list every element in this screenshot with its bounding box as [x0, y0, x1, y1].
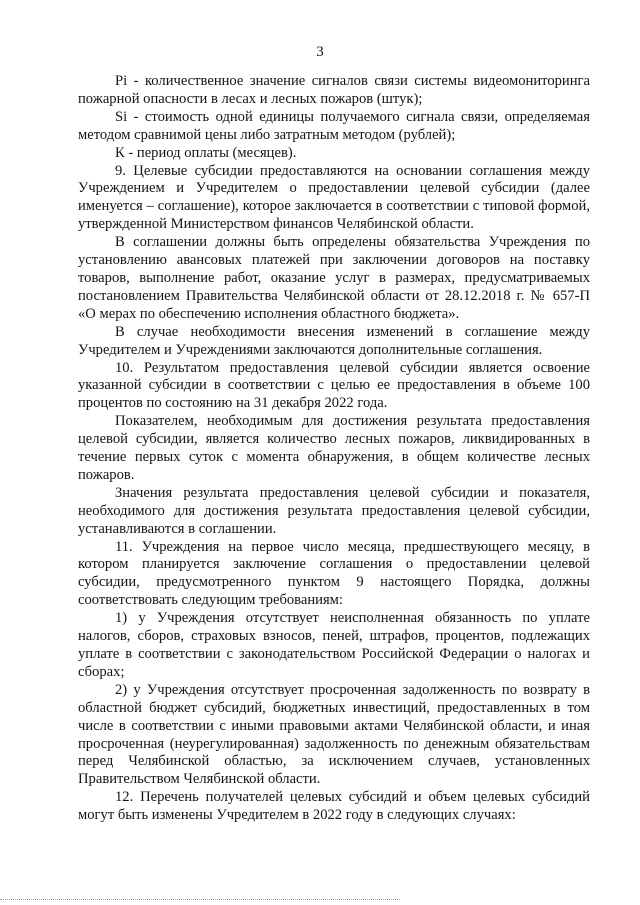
document-body	[78, 73, 590, 825]
paragraph-additional-agreements: В случае необходимости внесения изменений в соглашение между Учредителем и Учреждениями заключаются дополнительные соглашения.	[78, 323, 590, 358]
paragraph-requirement-1: 1) у Учреждения отсутствует неисполненная обязанность по уплате налогов, сборов, страховых взносов, пеней, штрафов, процентов, подлежащих уплате в соответствии с законодательством Российской Федерации о налогах и сборах;	[78, 610, 590, 680]
page-number: 3	[316, 44, 324, 60]
paragraph-indicator: Показателем, необходимым для достижения результата предоставления целевой субсидии, является количество лесных пожаров, ликвидированных в течение первых суток с момента обнаружения, в общем количестве лесных пожаров.	[78, 413, 590, 483]
paragraph-item-11: 11. Учреждения на первое число месяца, предшествующего месяцу, в котором планируется заключение соглашения о предоставлении целевой субсидии, предусмотренного пунктом 9 настоящего Порядка, должны соответствовать следующим требованиям:	[78, 538, 590, 609]
paragraph-requirement-2: 2) у Учреждения отсутствует просроченная задолженность по возврату в областной бюджет субсидий, бюджетных инвестиций, предоставленных в том числе в соответствии с иными правовыми актами Челябинской области, и иная просроченная (неурегулированная) задолженность по денежным обязательствам перед Челябинской областью, за исключением случаев, установленных Правительством Челябинской области.	[78, 681, 590, 788]
paragraph-item-9: 9. Целевые субсидии предоставляются на основании соглашения между Учреждением и Учредителем о предоставлении целевой субсидии (далее именуется – соглашение), которое заключается в соответствии с типовой формой, утвержденной Министерством финансов Челябинской области.	[78, 162, 590, 233]
paragraph-item-10: 10. Результатом предоставления целевой субсидии является освоение указанной субсидии в соответствии с целью ее предоставления в объеме 100 процентов по состоянию на 31 декабря 2022 года.	[78, 359, 590, 412]
paragraph-result-values: Значения результата предоставления целевой субсидии и показателя, необходимого для достижения результата предоставления целевой субсидии, устанавливаются в соглашении.	[78, 484, 590, 537]
bottom-scan-line	[0, 899, 400, 901]
paragraph-si-definition: Si - стоимость одной единицы получаемого сигнала связи, определяемая методом сравнимой цены либо затратным методом (рублей);	[78, 108, 590, 143]
paragraph-item-12: 12. Перечень получателей целевых субсидий и объем целевых субсидий могут быть изменены Учредителем в 2022 году в следующих случаях:	[78, 789, 590, 824]
paragraph-agreement-obligations: В соглашении должны быть определены обязательства Учреждения по установлению авансовых платежей при заключении договоров на поставку товаров, выполнение работ, оказание услуг в размерах, предусматриваемых постановлением Правительства Челябинской области от 28.12.2018 г. № 657-П «О мерах по обеспечению исполнения областного бюджета».	[78, 234, 590, 322]
paragraph-pi-definition: Pi - количественное значение сигналов связи системы видеомониторинга пожарной опасности в лесах и лесных пожаров (штук);	[78, 73, 590, 107]
paragraph-k-definition: К - период оплаты (месяцев).	[115, 144, 297, 161]
